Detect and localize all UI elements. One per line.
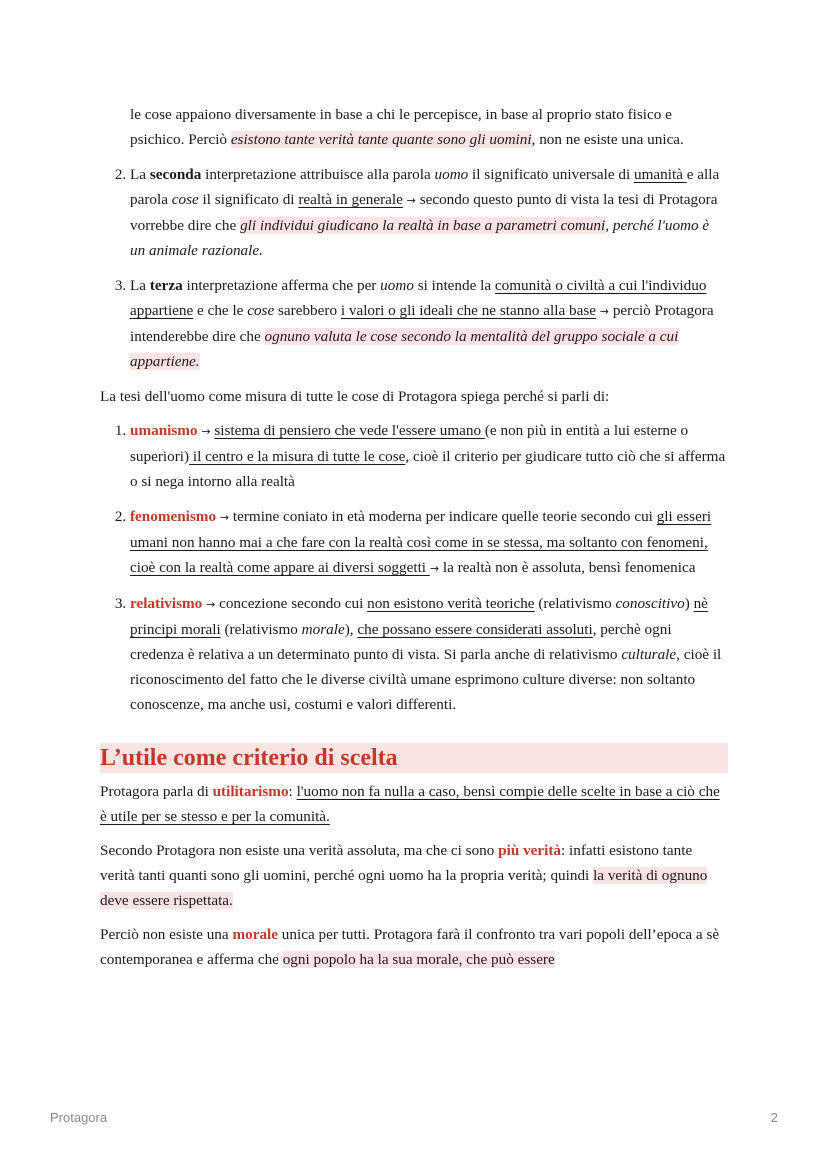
list-item-third-interpretation: 3. La terza interpretazione afferma che per uomo si intende la comunità o civiltà a cui l'individuo appartiene e che le cose sarebbero i valori o gli ideali che ne stanno alla base → perciò Protagora intenderebbe dire che ognuno valuta le cose secondo la mentalità del gruppo sociale a cui appartiene. <box>130 273 728 374</box>
list-item-umanismo: 1. umanismo → sistema di pensiero che vede l'essere umano (e non più in entità a lui esterne o superiori) il centro e la misura di tutte le cose, cioè il criterio per giudicare tutto ciò che si afferma o si nega intorno alla realtà <box>130 418 728 494</box>
paragraph-continuation: le cose appaiono diversamente in base a chi le percepisce, in base al proprio stato fisico e psichico. Perciò esistono tante verità tante quante sono gli uomini, non ne esiste una unica. <box>130 106 684 148</box>
utilitarismo-paragraph: Protagora parla di utilitarismo: l'uomo non fa nulla a caso, bensì compie delle scelte in base a ciò che è utile per se stesso e per la comunità. <box>100 783 720 825</box>
verita-paragraph: Secondo Protagora non esiste una verità assoluta, ma che ci sono più verità: infatti esistono tante verità tanti quanti sono gli uomini, perché ogni uomo ha la propria verità; quindi la verità di ognuno deve essere rispettata. <box>100 842 708 909</box>
arrow-icon: → <box>599 305 610 318</box>
list-item-fenomenismo: 2. fenomenismo → termine coniato in età moderna per indicare quelle teorie secondo cui gli esseri umani non hanno mai a che fare con la realtà così come in se stessa, ma soltanto con fenomeni, cioè con la realtà come appare ai diversi soggetti → la realtà non è assoluta, bensì fenomenica <box>130 504 728 581</box>
arrow-icon: → <box>206 598 216 611</box>
footer-page-number: 2 <box>770 1110 778 1125</box>
morale-paragraph: Perciò non esiste una morale unica per tutti. Protagora farà il confronto tra vari popoli dell’epoca a sè contemporanea e afferma che ogni popolo ha la sua morale, che può essere <box>100 926 720 968</box>
footer-document-title: Protagora <box>50 1110 108 1125</box>
interpretations-list <box>100 162 728 374</box>
arrow-icon: → <box>429 562 440 575</box>
list-item-second-interpretation: 2. La seconda interpretazione attribuisce alla parola uomo il significato universale di umanità e alla parola cose il significato di realtà in generale → secondo questo punto di vista la tesi di Protagora vorrebbe dire che gli individui giudicano la realtà in base a parametri comuni, perché l'uomo è un animale razionale. <box>130 162 728 263</box>
document-page <box>100 102 728 981</box>
arrow-icon: → <box>201 425 211 438</box>
arrow-icon: → <box>406 194 416 207</box>
intro-paragraph: La tesi dell'uomo come misura di tutte le cose di Protagora spiega perché si parli di: <box>100 388 610 405</box>
list-item-relativismo: 3. relativismo → concezione secondo cui non esistono verità teoriche (relativismo conoscitivo) nè principi morali (relativismo morale), che possano essere considerati assoluti, perchè ogni credenza è relativa a un determinato punto di vista. Si parla anche di relativismo culturale, cioè il riconoscimento del fatto che le diverse civiltà umane esprimono culture diverse: non soltanto conoscenze, ma anche usi, costumi e valori differenti. <box>130 591 728 717</box>
arrow-icon: → <box>219 511 230 524</box>
section-heading: L’utile come criterio di scelta <box>100 743 728 773</box>
consequences-list <box>100 418 728 717</box>
